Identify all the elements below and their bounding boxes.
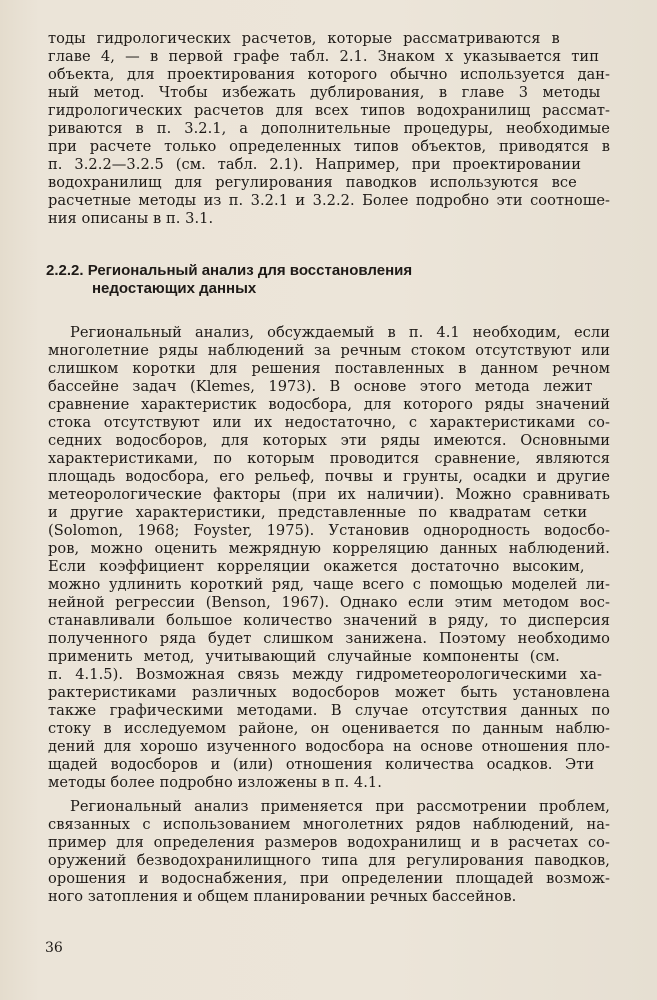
text-line: методы более подробно изложены в п. 4.1. (48, 774, 382, 791)
text-line: объекта, для проектирования которого обычно используется дан- (48, 66, 610, 83)
text-line: многолетние ряды наблюдений за речным стоком отсутствуют или (48, 342, 610, 359)
text-line: п. 4.1.5). Возможная связь между гидрометеорологическими ха- (48, 666, 602, 683)
text-line: сравнение характеристик водосбора, для которого ряды значений (48, 396, 610, 413)
page-number: 36 (45, 940, 63, 956)
text-line: полученного ряда будет слишком занижена. Поэтому необходимо (48, 630, 610, 647)
text-line: ный метод. Чтобы избежать дублирования, в главе 3 методы (48, 84, 601, 101)
text-line: седних водосборов, для которых эти ряды имеются. Основными (48, 432, 610, 449)
text-line: (Solomon, 1968; Foyster, 1975). Установив однородность водосбо- (48, 522, 610, 539)
text-line: риваются в п. 3.2.1, а дополнительные процедуры, необходимые (48, 120, 610, 137)
text-line: ного затопления и общем планировании речных бассейнов. (48, 888, 517, 905)
text-line: можно удлинить короткий ряд, чаще всего с помощью моделей ли- (48, 576, 610, 593)
text-line: слишком коротки для решения поставленных в данном речном (48, 360, 610, 377)
text-line: тоды гидрологических расчетов, которые рассматриваются в (48, 30, 560, 47)
text-line: дений для хорошо изученного водосбора на основе отношения пло- (48, 738, 610, 755)
text-line: стока отсутствуют или их недостаточно, с характеристиками со- (48, 414, 610, 431)
text-line: расчетные методы из п. 3.2.1 и 3.2.2. Более подробно эти соотноше- (48, 192, 610, 209)
text-line: Региональный анализ применяется при рассмотрении проблем, (70, 798, 610, 815)
text-line: применить метод, учитывающий случайные компоненты (см. (48, 648, 560, 665)
text-line: также графическими методами. В случае отсутствия данных по (48, 702, 610, 719)
text-line: щадей водосборов и (или) отношения количества осадков. Эти (48, 756, 595, 773)
text-line: ров, можно оценить межрядную корреляцию данных наблюдений. (48, 540, 610, 557)
text-line: связанных с использованием многолетних рядов наблюдений, на- (48, 816, 610, 833)
text-line: Если коэффициент корреляции окажется достаточно высоким, (48, 558, 585, 575)
text-line: ния описаны в п. 3.1. (48, 210, 214, 227)
text-line: оружений безводохранилищного типа для регулирования паводков, (48, 852, 610, 869)
text-line: характеристиками, по которым проводится сравнение, являются (48, 450, 610, 467)
text-line: главе 4, — в первой графе табл. 2.1. Знаком x указывается тип (48, 48, 599, 65)
text-line: бассейне задач (Klemes, 1973). В основе этого метода лежит (48, 378, 593, 395)
text-line: при расчете только определенных типов объектов, приводятся в (48, 138, 610, 155)
section-title-continued: недостающих данных (92, 280, 257, 297)
text-line: водохранилищ для регулирования паводков используются все (48, 174, 577, 191)
text-line: п. 3.2.2—3.2.5 (см. табл. 2.1). Например, при проектировании (48, 156, 581, 173)
text-line: гидрологических расчетов для всех типов водохранилищ рассмат- (48, 102, 610, 119)
text-line: площадь водосбора, его рельеф, почвы и грунты, осадки и другие (48, 468, 610, 485)
text-line: нейной регрессии (Benson, 1967). Однако если этим методом вос- (48, 594, 610, 611)
section-title: 2.2.2. Региональный анализ для восстановления (46, 262, 413, 279)
text-line: пример для определения размеров водохранилищ и в расчетах со- (48, 834, 610, 851)
text-line: и другие характеристики, представленные по квадратам сетки (48, 504, 588, 521)
text-line: метеорологические факторы (при их наличии). Можно сравнивать (48, 486, 610, 503)
text-line: рактеристиками различных водосборов может быть установлена (48, 684, 610, 701)
text-line: станавливали большое количество значений в ряду, то дисперсия (48, 612, 610, 629)
text-line: орошения и водоснабжения, при определении площадей возмож- (48, 870, 610, 887)
text-line: стоку в исследуемом районе, он оценивается по данным наблю- (48, 720, 610, 737)
text-line: Региональный анализ, обсуждаемый в п. 4.1 необходим, если (70, 324, 610, 341)
